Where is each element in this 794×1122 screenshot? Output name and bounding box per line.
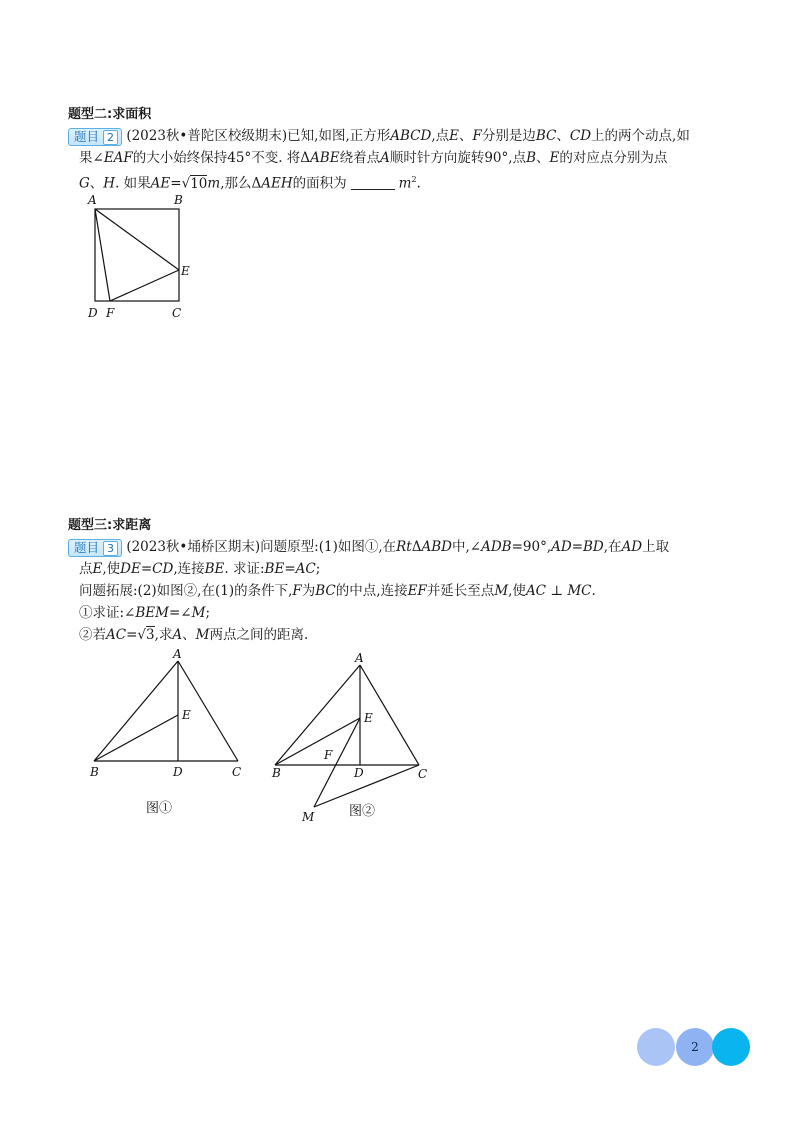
segment-fe [110, 270, 179, 301]
problem-badge [68, 539, 122, 557]
badge-label: 题目 [74, 540, 100, 555]
text: 、 [536, 150, 550, 166]
math: A [172, 627, 183, 643]
label-a: A [355, 651, 364, 665]
text: ; [315, 561, 321, 577]
math: EF [407, 583, 427, 599]
text: . 求证: [224, 561, 265, 577]
problem-3-line-3 [79, 580, 596, 602]
figure-2 [265, 645, 440, 830]
problem-2-line-1 [68, 125, 690, 147]
text: 、 [89, 175, 104, 192]
text: 分别是边 [481, 128, 536, 144]
section-title-distance: 题型三:求距离 [68, 518, 152, 533]
label-f: F [106, 306, 115, 320]
math: ABE [310, 150, 340, 166]
math: CD [152, 561, 174, 577]
text: . [591, 583, 596, 599]
math: BC [315, 583, 336, 599]
label-a: A [88, 193, 97, 207]
text: 问题拓展:(2)如图②,在(1)的条件下, [79, 583, 293, 599]
math: BEM [135, 605, 169, 621]
math: AD [621, 539, 643, 555]
label-e: E [182, 708, 191, 722]
math: BD [583, 539, 604, 555]
figure-1-caption: 图① [146, 801, 173, 816]
text: . [416, 175, 421, 192]
math: AEH [261, 175, 293, 192]
page-number: 2 [691, 1040, 699, 1054]
text: 点 [79, 561, 93, 577]
math: DE [120, 561, 141, 577]
text: (2023秋•普陀区校级期末)已知,如图,正方形 [126, 128, 391, 144]
text: ①求证:∠ [79, 605, 136, 621]
problem-2-line-2 [79, 147, 667, 169]
text: Δ [411, 539, 422, 555]
text: 两点之间的距离. [209, 627, 309, 643]
figure-1 [80, 645, 255, 825]
text: ,使 [102, 561, 121, 577]
math: CD [569, 128, 592, 144]
label-c: C [418, 767, 428, 781]
text: 顺时针方向旋转90°,点 [389, 150, 527, 166]
text: 并延长至点 [426, 583, 495, 599]
text: 果∠ [79, 150, 104, 166]
page-deco-circle-right [712, 1028, 750, 1066]
text: 上取 [642, 539, 670, 555]
text: 绕着点 [339, 150, 381, 166]
math: EAF [103, 150, 133, 166]
math: AC [525, 583, 547, 599]
math: BC [535, 128, 557, 144]
text: =∠ [168, 605, 192, 621]
text: 的中点,连接 [335, 583, 408, 599]
math: ABD [421, 539, 452, 555]
label-e: E [181, 264, 190, 278]
segment-mc [314, 765, 419, 807]
math: H [103, 175, 116, 192]
math: AE [150, 175, 171, 192]
math: E [449, 128, 459, 144]
badge-label: 题目 [74, 129, 100, 144]
math: ABCD [390, 128, 432, 144]
text: ,在 [603, 539, 622, 555]
math: AC [295, 561, 316, 577]
label-c: C [172, 306, 182, 320]
text: . 如果 [115, 175, 151, 192]
label-b: B [174, 193, 183, 207]
label-b: B [272, 766, 281, 780]
segment-ae [95, 209, 179, 270]
text: (2023秋•埇桥区期末)问题原型:(1)如图①,在 [126, 539, 397, 555]
text: ⊥ [546, 583, 568, 599]
label-m: M [302, 810, 315, 824]
badge-number: 3 [103, 541, 118, 556]
segment-ab [94, 661, 178, 761]
math: B [526, 150, 536, 166]
label-a: A [173, 647, 182, 661]
superscript: 2 [411, 175, 417, 184]
text: 中,∠ [451, 539, 482, 555]
section-title-area: 题型二:求面积 [68, 107, 152, 122]
label-e: E [364, 711, 373, 725]
math: BE [264, 561, 285, 577]
text: = [571, 539, 584, 555]
label-f: F [324, 748, 333, 762]
segment-ab [275, 665, 360, 765]
math: ADB [481, 539, 512, 555]
text: = [140, 561, 153, 577]
text: ,那么Δ [220, 175, 262, 192]
square-figure [84, 190, 204, 322]
math: BE [204, 561, 225, 577]
text: 、 [458, 128, 473, 144]
text: ②若 [79, 627, 106, 643]
math: M [191, 605, 206, 621]
math: F [472, 128, 482, 144]
label-c: C [232, 765, 242, 779]
problem-badge [68, 128, 122, 146]
problem-3-line-2 [79, 558, 320, 580]
problem-3-line-4 [79, 602, 210, 624]
math: F [292, 583, 302, 599]
text: 、 [556, 128, 570, 144]
text: =√ [170, 175, 191, 192]
math: MC [567, 583, 592, 599]
text: 的对应点分别为点 [559, 150, 668, 166]
math: M [195, 627, 210, 643]
text: ; [205, 605, 210, 621]
segment-af [95, 209, 110, 301]
text: 为 [301, 583, 316, 599]
label-d: D [88, 306, 98, 320]
label-d: D [354, 766, 364, 780]
text: ,连接 [173, 561, 205, 577]
text: ,使 [508, 583, 526, 599]
math: G [79, 175, 90, 192]
sqrt-radicand: 3 [146, 627, 155, 643]
text: 的面积为 [292, 175, 347, 192]
text: 的大小始终保持45°不变. 将Δ [132, 150, 311, 166]
text: ,求 [154, 627, 173, 643]
badge-number: 2 [103, 130, 118, 145]
math: E [549, 150, 560, 166]
text: ,点 [431, 128, 450, 144]
problem-3-line-5 [79, 624, 308, 646]
math: Rt [396, 539, 412, 555]
segment-be [94, 715, 178, 761]
label-b: B [90, 765, 99, 779]
text: = [284, 561, 296, 577]
math: AC [106, 627, 127, 643]
math: m [207, 175, 221, 192]
figure-2-caption: 图② [349, 804, 376, 819]
text: =90°, [511, 539, 552, 555]
text: =√ [126, 627, 147, 643]
sqrt-radicand: 10 [190, 175, 208, 192]
label-d: D [173, 765, 183, 779]
problem-3-line-1 [68, 536, 669, 558]
answer-blank[interactable] [351, 175, 395, 190]
text: 上的两个动点,如 [591, 128, 690, 144]
text: 、 [182, 627, 196, 643]
math: M [494, 583, 509, 599]
page-deco-circle-left [637, 1028, 675, 1066]
math: A [380, 150, 390, 166]
math: E [92, 561, 103, 577]
math: AD [551, 539, 572, 555]
math: m [398, 175, 412, 192]
